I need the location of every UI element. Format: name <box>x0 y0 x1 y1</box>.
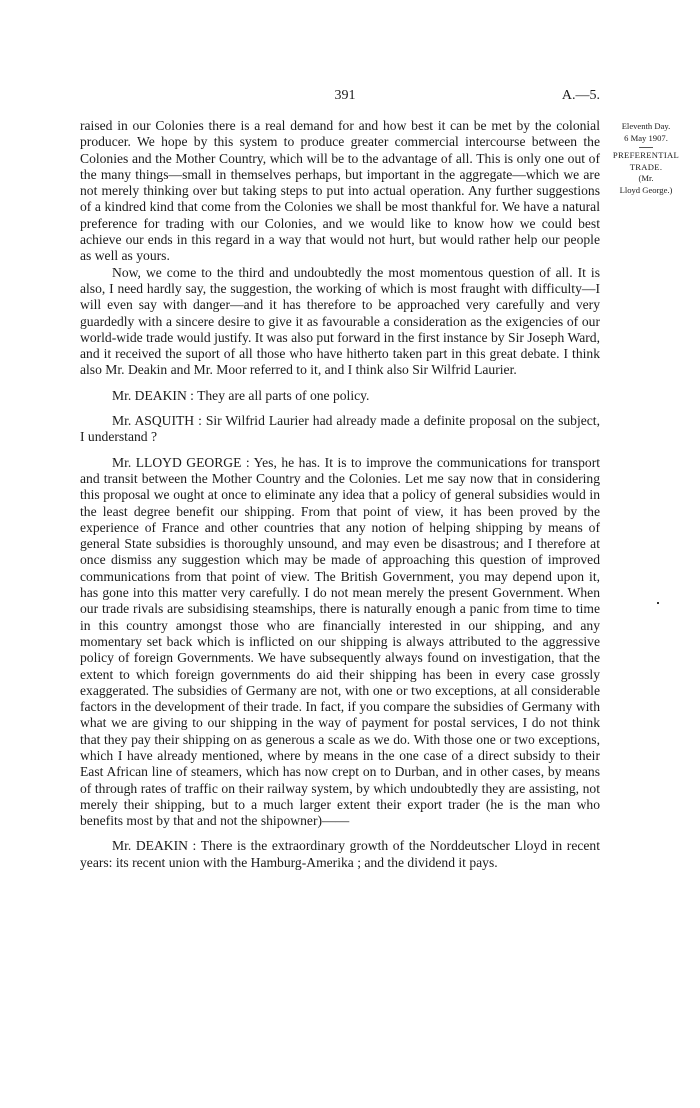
margin-dot <box>657 602 659 604</box>
margin-day: Eleventh Day. <box>621 121 671 131</box>
margin-topic-line2: TRADE. <box>629 161 663 172</box>
margin-date: 6 May 1907. <box>624 132 668 143</box>
paragraph-asquith-question: Mr. ASQUITH : Sir Wilfrid Laurier had already made a definite proposal on the subject, I understand ? <box>80 413 600 445</box>
page-number: 391 <box>334 88 356 103</box>
margin-notes <box>608 121 684 196</box>
paragraph-deakin-interjection: Mr. DEAKIN : They are all parts of one policy. <box>112 387 370 403</box>
main-text <box>80 118 600 871</box>
paragraph-lloyd-george-reply: Mr. LLOYD GEORGE : Yes, he has. It is to improve the communications for transport and transit between the Mother Country and the Colonies. Let me say now that in considering this proposal we ought at once to eliminate any idea that a policy of general subsidies would in the least degree benefit our shipping. From that point of view, it has been proved by the experience of France and other countries that any notion of helping shipping by means of general State subsidies is thoroughly unsound, and may even be disastrous; and I therefore at once dismiss any suggestion which may be made of approaching this question of improved communications from that point of view. The British Government, you may depend upon it, has gone into this matter very carefully. I do not mean merely the present Government. When our trade rivals are subsidising steamships, there is naturally enough a panic from time to time in this country amongst those who are financially interested in our shipping, and any momentary set back which is inflicted on our shipping is always attributed to the aggressive policy of foreign Governments. We have subsequently always found on investigation, that the extent to which foreign governments do aid their shipping has been in every case grossly exaggerated. The subsidies of Germany are not, with one or two exceptions, at all considerable factors in the development of their trade. In fact, if you compare the subsidies of Germany with what we are giving to our shipping in the way of payment for postal services, I do not think that they pay their shipping on as generous a scale as we do. With those one or two exceptions, which I have already mentioned, where by means in the one case of a direct subsidy to their East African line of steamers, which has now crept on to Durban, and in other cases, by means of through rates of traffic on their railway system, by which undoubtedly they are assisting, not merely their shipping, but to a much larger extent their export trader (he is the man who benefits most by that and not the shipowner)—— <box>80 454 600 829</box>
document-reference: A.—5. <box>561 88 600 103</box>
paragraph-continuation: raised in our Colonies there is a real demand for and how best it can be met by the colonial producer. We hope by this system to produce greater commercial intercourse between the Colonies and the Mother Country, which will be to the advantage of all. This is only one out of the many things—small in themselves perhaps, but important in the aggregate—which we are not merely thinking over but taking steps to put into actual operation. Any further suggestions of a kindred kind that come from the Colonies we shall be most thankful for. We have a natural preference for trading with our Colonies, and we would like to know how we could best achieve our ends in this regard in a way that would not hurt, but would rather help our people as well as yours. <box>80 118 600 264</box>
paragraph-deakin-remark: Mr. DEAKIN : There is the extraordinary growth of the Norddeutscher Lloyd in recent years: its recent union with the Hamburg-Amerika ; and the dividend it pays. <box>80 838 600 870</box>
margin-divider <box>639 147 653 148</box>
margin-speaker-line2: Lloyd George.) <box>619 184 673 195</box>
paragraph-third-question: Now, we come to the third and undoubtedly the most momentous question of all. It is also, I need hardly say, the suggestion, the working of which is most fraught with difficulty—I will even say with danger—and it has therefore to be approached very carefully and very guardedly with a sincere desire to give it as favourable a consideration as the exigencies of our world-wide trade would justify. It was also put forward in the first instance by Sir Joseph Ward, and it received the suport of all those who have hitherto taken part in this great debate. I think also Mr. Deakin and Mr. Moor referred to it, and I think also Sir Wilfrid Laurier. <box>80 264 600 378</box>
margin-topic-line1: PREFERENTIAL <box>612 150 680 160</box>
margin-speaker-line1: (Mr. <box>638 173 654 183</box>
